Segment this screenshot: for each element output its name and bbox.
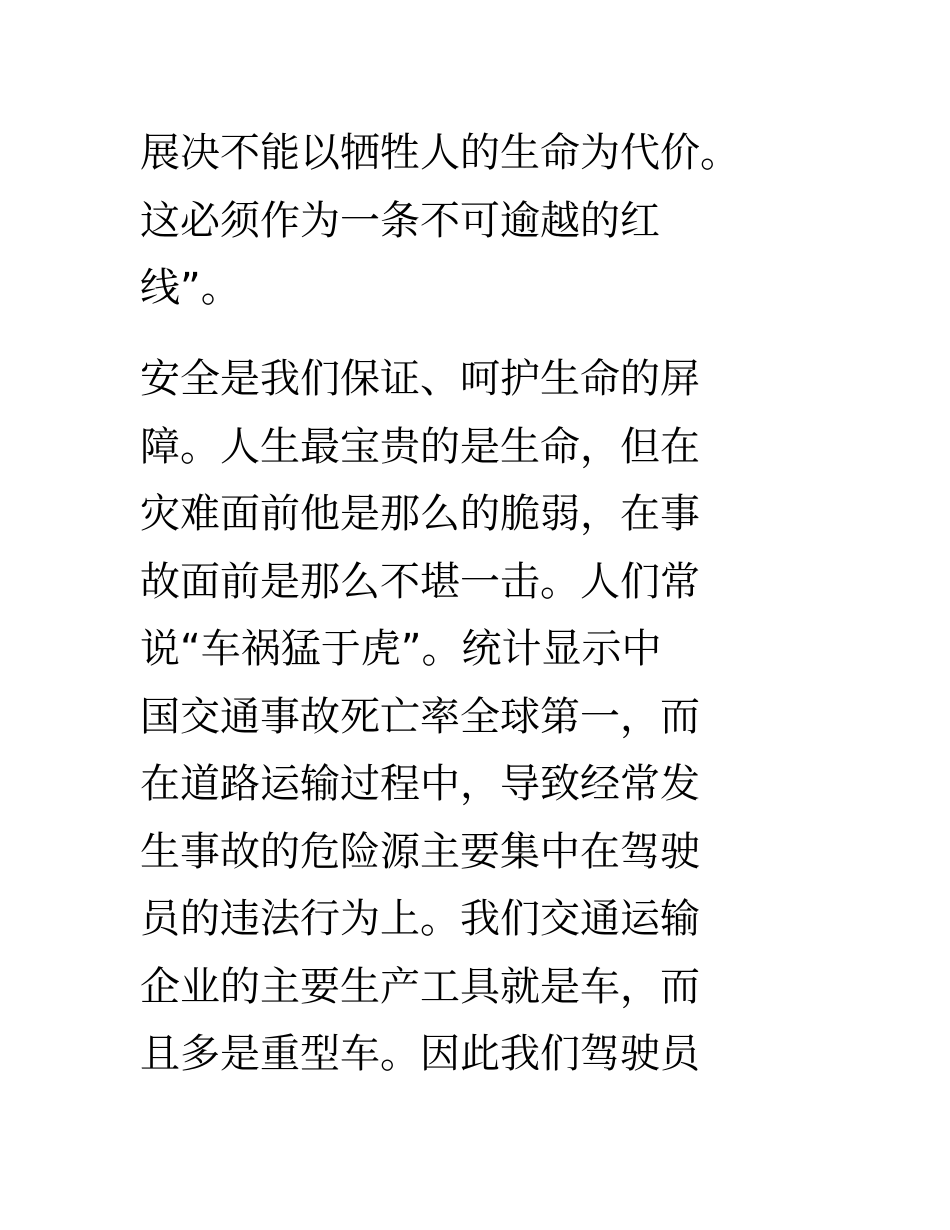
text-line: 安全是我们保证、呵护生命的屏	[140, 356, 700, 402]
text-line: 这必须作为一条不可逾越的红	[140, 197, 660, 244]
text-line: 线”。	[140, 265, 241, 311]
text-line: 说“车祸猛于虎”。统计显示中	[140, 626, 662, 672]
text-line: 在道路运输过程中，导致经常发	[140, 761, 700, 807]
text-line: 故面前是那么不堪一击。人们常	[140, 558, 700, 605]
paragraph-2	[140, 346, 700, 1089]
text-line: 灾难面前他是那么的脆弱，在事	[140, 491, 700, 537]
text-line: 员的违法行为上。我们交通运输	[140, 896, 700, 942]
text-line: 且多是重型车。因此我们驾驶员	[140, 1031, 700, 1077]
paragraph-1	[140, 120, 740, 323]
text-line: 国交通事故死亡率全球第一，而	[140, 693, 700, 740]
text-line: 障。人生最宝贵的是生命，但在	[140, 423, 700, 470]
text-line: 展决不能以牺牲人的生命为代价。	[140, 130, 740, 176]
text-line: 企业的主要生产工具就是车，而	[140, 963, 700, 1010]
text-line: 生事故的危险源主要集中在驾驶	[140, 828, 700, 875]
